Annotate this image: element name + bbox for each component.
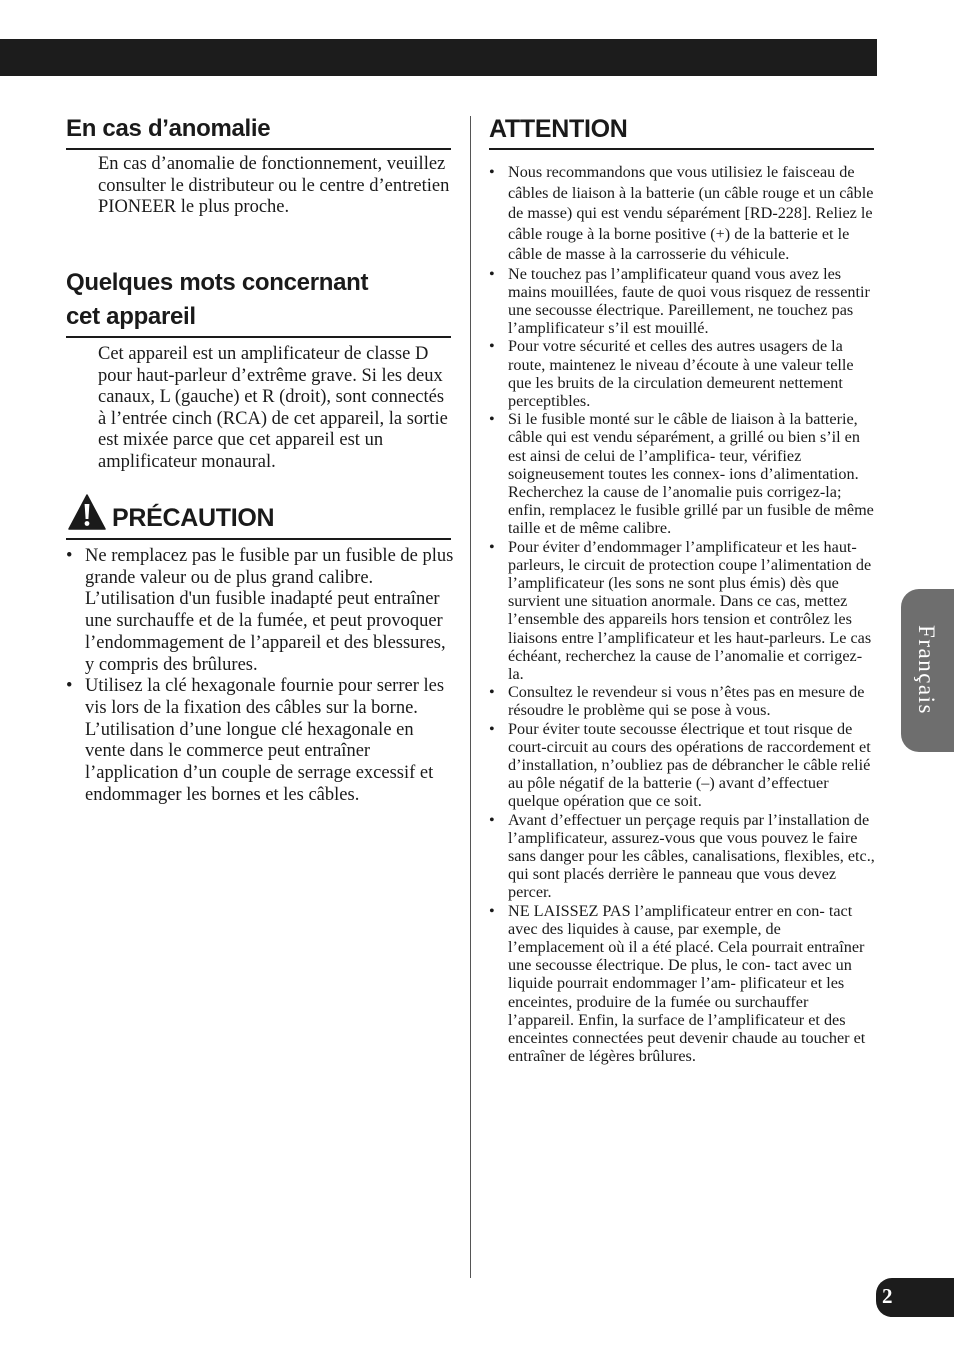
header-bar: [0, 39, 877, 76]
attention-item: • NE LAISSEZ PAS l’amplificateur entrer en con- tact avec des liquides à cause, par exemple, de l’emplacement où il a été placé. Cela pourrait entraîner une secousse électrique. De plus, le con- tact avec un liquide pourrait endommager l’am- plificateur et les enceintes, produire de la fumée ou surchauffer l’appareil. Enfin, la surface de l’amplificateur et des enceintes connectées peut devenir chaude au toucher et entraîner de légères brûlures.: [489, 902, 877, 1066]
precaution-item: • Utilisez la clé hexagonale fournie pour serrer les vis lors de la fixation des câbles sur la borne. L’utilisation d’une longue clé hexagonale en vente dans le commerce peut entraîner l’application d’un couple de serrage excessif et endommager les bornes et les câbles.: [66, 676, 456, 806]
attention-item: • Consultez le revendeur si vous n’êtes pas en mesure de résoudre le problème qui se pose à vous.: [489, 683, 877, 719]
heading-quelques-mots: [66, 266, 451, 338]
precaution-title: PRÉCAUTION: [112, 504, 275, 532]
heading-precaution: [66, 490, 451, 540]
attention-item: • Pour votre sécurité et celles des autres usagers de la route, maintenez le niveau d’écoute à une valeur telle que les bruits de la circulation demeurent nettement perceptibles.: [489, 337, 877, 410]
attention-item: • Ne touchez pas l’amplificateur quand vous avez les mains mouillées, faute de quoi vous risquez de ressentir une secousse électrique. Pareillement, ne touchez pas l’amplificateur s’il est mouillé.: [489, 265, 877, 338]
precaution-item: • Ne remplacez pas le fusible par un fusible de plus grande valeur ou de plus grand calibre. L’utilisation d'un fusible inadapté peut entraîner une surchauffe et de la fumée, et peut provoquer l’endommagement de l’appareil et des blessures, y compris des brûlures.: [66, 546, 456, 676]
column-divider: [470, 116, 471, 1278]
attention-item: • Pour éviter toute secousse électrique et tout risque de court-circuit au cours des opérations de raccordement et d’installation, n’oubliez pas de débrancher le câble relié au pôle négatif de la batterie (–) avant d’effectuer quelque opération que ce soit.: [489, 720, 877, 811]
attention-item: • Pour éviter d’endommager l’amplificateur et les haut-parleurs, le circuit de protection coupe l’alimentation de l’amplificateur (les sons ne sont plus émis) dès que survient une situation anormale. Dans ce cas, mettez l’ensemble des appareils hors tension et contrôlez les liaisons entre l’amplificateur et les haut-parleurs. Le cas échéant, recherchez la cause de l’anomalie et corrigez-la.: [489, 538, 877, 684]
attention-item: • Avant d’effectuer un perçage requis par l’installation de l’amplificateur, assurez-vous que vous pouvez le faire sans danger pour les câbles, canalisations, flexibles, etc., qui sont placés derrière le panneau que vous devez percer.: [489, 811, 877, 902]
attention-item: • Si le fusible monté sur le câble de liaison à la batterie, câble qui est vendu séparément, a grillé ou bien s’il en est ainsi de celui de l’amplifica- teur, vérifiez soigneusement toutes les connex- ions d’alimentation. Recherchez la cause de l’anomalie puis corrigez-la; enfin, remplacez le fusible grillé par un fusible de même taille et de même calibre.: [489, 410, 877, 537]
attention-list: [489, 162, 877, 1065]
attention-item: • Nous recommandons que vous utilisiez le faisceau de câbles de liaison à la batterie (un câble rouge et un câble de masse) qui est vendu séparément [RD-228]. Reliez le câble rouge à la borne positive (+) de la batterie et le câble de masse à la carrosserie du véhicule.: [489, 162, 877, 265]
warning-triangle-icon: [68, 494, 106, 530]
heading-quelques-mots-line2: cet appareil: [66, 303, 196, 330]
anomalie-body: En cas d’anomalie de fonctionnement, veuillez consulter le distributeur ou le centre d’entretien PIONEER le plus proche.: [98, 154, 450, 217]
language-tab-label: Français: [914, 625, 939, 715]
precaution-list: [66, 546, 456, 806]
page-number: 2: [882, 1284, 893, 1308]
quelques-mots-body: Cet appareil est un amplificateur de classe D pour haut-parleur d’extrême grave. Si les deux canaux, L (gauche) et R (droit), sont connectés à l’entrée cinch (RCA) de cet appareil, la sortie est mixée parce que cet appareil est un amplificateur monaural.: [98, 344, 448, 472]
heading-attention: ATTENTION: [489, 112, 874, 150]
heading-anomalie: En cas d’anomalie: [66, 112, 451, 150]
heading-quelques-mots-line1: Quelques mots concernant: [66, 269, 369, 296]
